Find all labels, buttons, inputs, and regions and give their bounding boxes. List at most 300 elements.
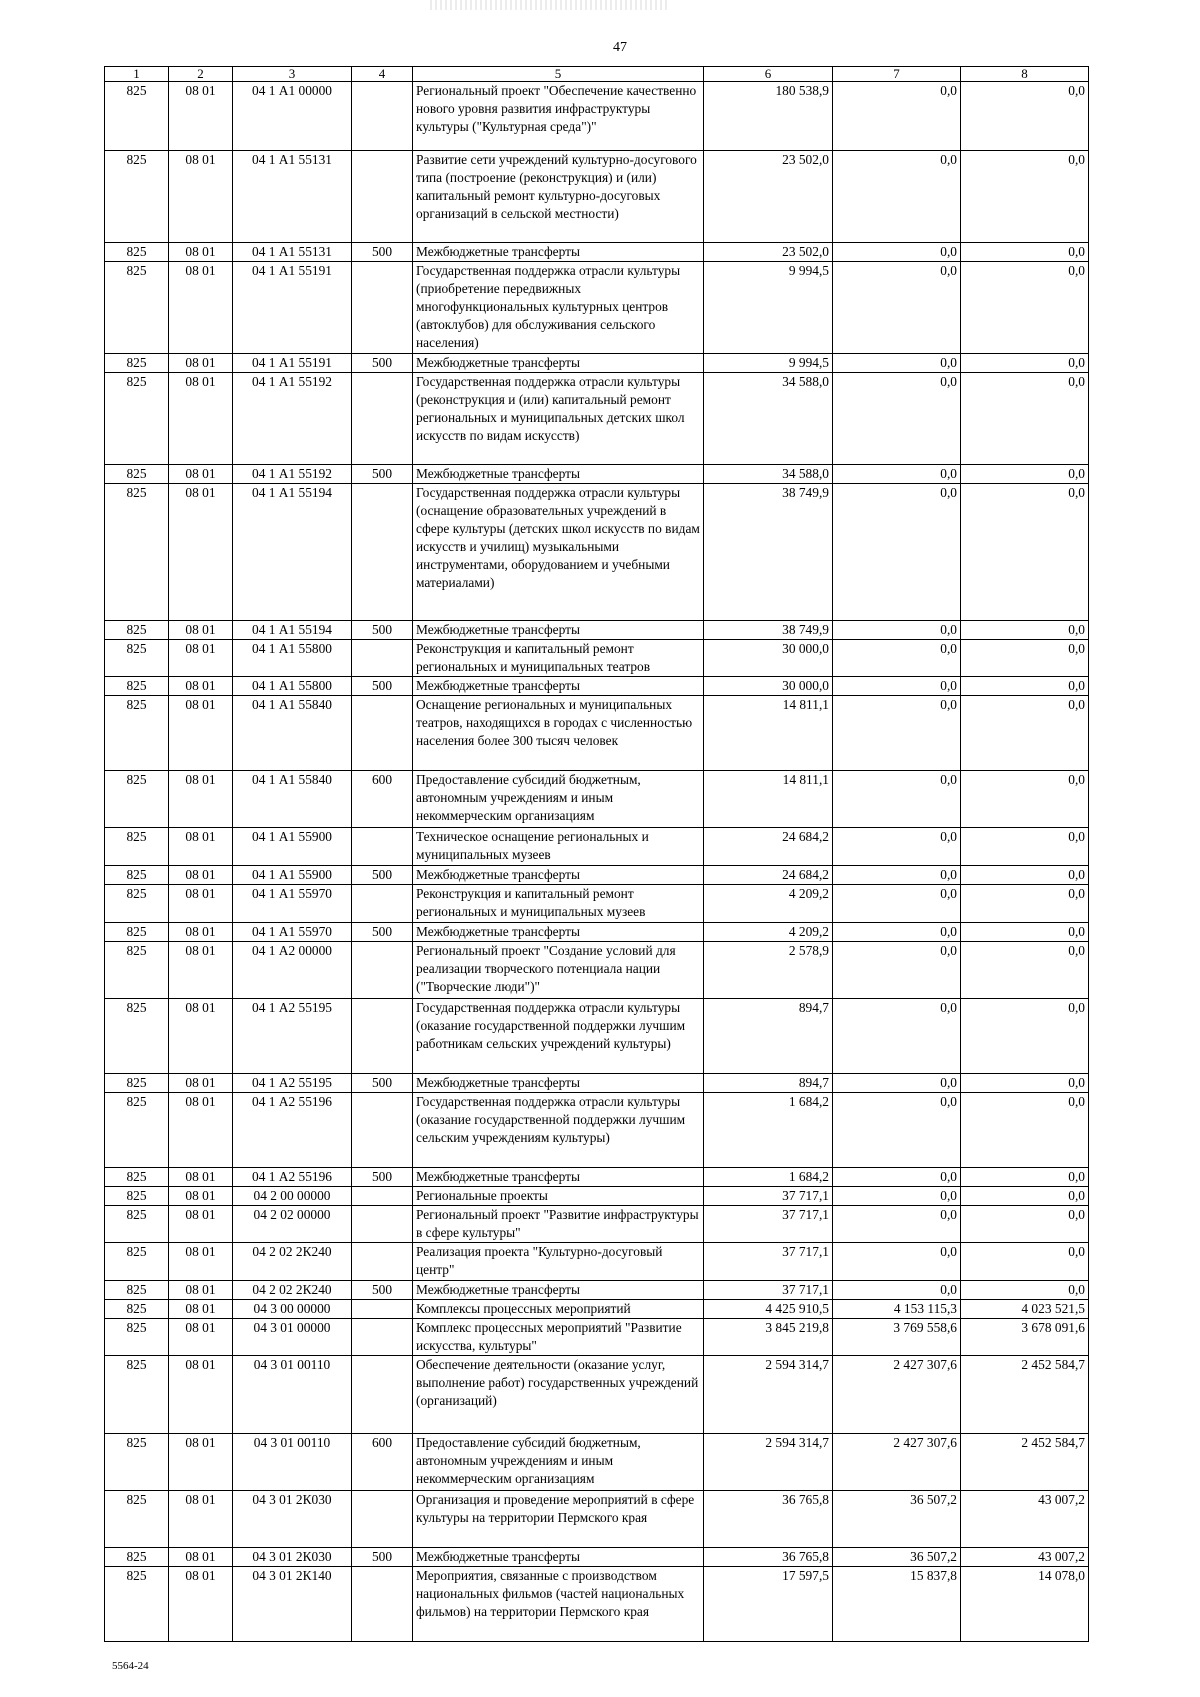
cell-description: Межбюджетные трансферты xyxy=(413,677,704,696)
cell-description: Реконструкция и капитальный ремонт региональных и муниципальных театров xyxy=(413,640,704,677)
cell-section: 08 01 xyxy=(169,885,233,923)
cell-amount-year2: 0,0 xyxy=(833,465,961,484)
cell-chapter: 825 xyxy=(105,1243,169,1281)
cell-target-code: 04 2 00 00000 xyxy=(233,1187,352,1206)
cell-amount-year1: 3 845 219,8 xyxy=(704,1319,833,1356)
cell-amount-year1: 34 588,0 xyxy=(704,373,833,465)
cell-amount-year3: 0,0 xyxy=(961,828,1089,866)
cell-chapter: 825 xyxy=(105,484,169,621)
cell-description: Государственная поддержка отрасли культуры (оказание государственной поддержки лучшим работникам сельских учреждений культуры) xyxy=(413,999,704,1074)
cell-amount-year1: 894,7 xyxy=(704,1074,833,1093)
cell-expense-type: 500 xyxy=(352,1281,413,1300)
cell-expense-type: 500 xyxy=(352,1168,413,1187)
cell-target-code: 04 1 А2 55195 xyxy=(233,999,352,1074)
cell-amount-year1: 9 994,5 xyxy=(704,354,833,373)
cell-amount-year3: 14 078,0 xyxy=(961,1567,1089,1642)
cell-amount-year3: 0,0 xyxy=(961,1074,1089,1093)
cell-description: Реконструкция и капитальный ремонт региональных и муниципальных музеев xyxy=(413,885,704,923)
cell-chapter: 825 xyxy=(105,243,169,262)
cell-amount-year3: 0,0 xyxy=(961,1281,1089,1300)
cell-amount-year3: 0,0 xyxy=(961,621,1089,640)
cell-amount-year2: 0,0 xyxy=(833,828,961,866)
cell-section: 08 01 xyxy=(169,1491,233,1548)
cell-amount-year3: 0,0 xyxy=(961,354,1089,373)
table-row xyxy=(105,1548,1089,1567)
cell-amount-year2: 0,0 xyxy=(833,1206,961,1243)
cell-amount-year2: 36 507,2 xyxy=(833,1548,961,1567)
cell-target-code: 04 1 А1 55800 xyxy=(233,640,352,677)
cell-description: Государственная поддержка отрасли культуры (оказание государственной поддержки лучшим сельским учреждениям культуры) xyxy=(413,1093,704,1168)
cell-amount-year1: 4 209,2 xyxy=(704,923,833,942)
cell-chapter: 825 xyxy=(105,828,169,866)
cell-section: 08 01 xyxy=(169,1243,233,1281)
cell-section: 08 01 xyxy=(169,1187,233,1206)
cell-description: Межбюджетные трансферты xyxy=(413,1281,704,1300)
table-row xyxy=(105,484,1089,621)
cell-amount-year3: 3 678 091,6 xyxy=(961,1319,1089,1356)
cell-chapter: 825 xyxy=(105,373,169,465)
cell-expense-type: 500 xyxy=(352,243,413,262)
table-row xyxy=(105,1356,1089,1434)
cell-description: Техническое оснащение региональных и муниципальных музеев xyxy=(413,828,704,866)
cell-amount-year3: 0,0 xyxy=(961,771,1089,828)
cell-section: 08 01 xyxy=(169,151,233,243)
table-row xyxy=(105,771,1089,828)
cell-target-code: 04 1 А1 55192 xyxy=(233,465,352,484)
cell-amount-year3: 0,0 xyxy=(961,923,1089,942)
cell-amount-year2: 0,0 xyxy=(833,999,961,1074)
cell-expense-type xyxy=(352,262,413,354)
cell-expense-type xyxy=(352,1300,413,1319)
table-row xyxy=(105,1300,1089,1319)
table-row xyxy=(105,262,1089,354)
cell-amount-year2: 0,0 xyxy=(833,866,961,885)
scan-artifact xyxy=(430,0,670,10)
table-row xyxy=(105,1168,1089,1187)
cell-amount-year1: 34 588,0 xyxy=(704,465,833,484)
cell-chapter: 825 xyxy=(105,1319,169,1356)
cell-target-code: 04 3 01 2К030 xyxy=(233,1491,352,1548)
column-header: 6 xyxy=(704,67,833,82)
cell-section: 08 01 xyxy=(169,696,233,771)
table-row xyxy=(105,640,1089,677)
table-row xyxy=(105,866,1089,885)
cell-amount-year3: 2 452 584,7 xyxy=(961,1356,1089,1434)
cell-expense-type xyxy=(352,885,413,923)
cell-target-code: 04 3 01 2К030 xyxy=(233,1548,352,1567)
cell-target-code: 04 1 А1 55192 xyxy=(233,373,352,465)
cell-amount-year1: 37 717,1 xyxy=(704,1206,833,1243)
cell-amount-year1: 38 749,9 xyxy=(704,621,833,640)
cell-amount-year1: 894,7 xyxy=(704,999,833,1074)
cell-chapter: 825 xyxy=(105,1206,169,1243)
cell-target-code: 04 1 А1 55970 xyxy=(233,923,352,942)
cell-amount-year1: 17 597,5 xyxy=(704,1567,833,1642)
cell-expense-type xyxy=(352,1567,413,1642)
cell-amount-year2: 0,0 xyxy=(833,82,961,151)
cell-target-code: 04 1 А2 00000 xyxy=(233,942,352,999)
cell-chapter: 825 xyxy=(105,82,169,151)
cell-chapter: 825 xyxy=(105,1300,169,1319)
cell-chapter: 825 xyxy=(105,465,169,484)
cell-chapter: 825 xyxy=(105,354,169,373)
page-number: 47 xyxy=(613,40,627,55)
cell-amount-year1: 14 811,1 xyxy=(704,696,833,771)
cell-amount-year1: 2 578,9 xyxy=(704,942,833,999)
cell-chapter: 825 xyxy=(105,677,169,696)
cell-amount-year3: 0,0 xyxy=(961,484,1089,621)
cell-amount-year2: 2 427 307,6 xyxy=(833,1356,961,1434)
cell-target-code: 04 1 А1 55840 xyxy=(233,696,352,771)
cell-amount-year1: 4 209,2 xyxy=(704,885,833,923)
cell-target-code: 04 1 А2 55196 xyxy=(233,1168,352,1187)
cell-amount-year2: 0,0 xyxy=(833,1093,961,1168)
cell-expense-type xyxy=(352,1356,413,1434)
cell-description: Межбюджетные трансферты xyxy=(413,354,704,373)
cell-description: Государственная поддержка отрасли культуры (реконструкция и (или) капитальный ремонт региональных и муниципальных детских школ искусств по видам искусств) xyxy=(413,373,704,465)
cell-amount-year2: 0,0 xyxy=(833,1168,961,1187)
cell-amount-year2: 0,0 xyxy=(833,1243,961,1281)
cell-chapter: 825 xyxy=(105,771,169,828)
cell-target-code: 04 1 А1 55191 xyxy=(233,354,352,373)
cell-amount-year2: 0,0 xyxy=(833,677,961,696)
cell-chapter: 825 xyxy=(105,1281,169,1300)
column-header: 5 xyxy=(413,67,704,82)
cell-chapter: 825 xyxy=(105,1093,169,1168)
budget-table xyxy=(104,66,1089,1642)
cell-amount-year3: 0,0 xyxy=(961,866,1089,885)
table-row xyxy=(105,1281,1089,1300)
cell-amount-year1: 1 684,2 xyxy=(704,1093,833,1168)
cell-amount-year2: 0,0 xyxy=(833,1187,961,1206)
cell-amount-year3: 4 023 521,5 xyxy=(961,1300,1089,1319)
cell-description: Государственная поддержка отрасли культуры (приобретение передвижных многофункциональных культурных центров (автоклубов) для обслуживания сельского населения) xyxy=(413,262,704,354)
cell-amount-year1: 37 717,1 xyxy=(704,1187,833,1206)
cell-description: Региональный проект "Обеспечение качественно нового уровня развития инфраструктуры культуры ("Культурная среда")" xyxy=(413,82,704,151)
table-row xyxy=(105,1567,1089,1642)
cell-amount-year3: 0,0 xyxy=(961,885,1089,923)
cell-amount-year1: 36 765,8 xyxy=(704,1548,833,1567)
table-row xyxy=(105,1491,1089,1548)
cell-section: 08 01 xyxy=(169,1206,233,1243)
cell-expense-type: 500 xyxy=(352,1074,413,1093)
cell-target-code: 04 1 А1 55194 xyxy=(233,621,352,640)
cell-description: Межбюджетные трансферты xyxy=(413,1548,704,1567)
cell-target-code: 04 2 02 00000 xyxy=(233,1206,352,1243)
cell-amount-year3: 0,0 xyxy=(961,243,1089,262)
column-number-row xyxy=(105,67,1089,82)
cell-description: Организация и проведение мероприятий в сфере культуры на территории Пермского края xyxy=(413,1491,704,1548)
cell-amount-year3: 0,0 xyxy=(961,262,1089,354)
table-row xyxy=(105,885,1089,923)
cell-section: 08 01 xyxy=(169,640,233,677)
cell-amount-year3: 0,0 xyxy=(961,677,1089,696)
cell-description: Обеспечение деятельности (оказание услуг, выполнение работ) государственных учреждений (организаций) xyxy=(413,1356,704,1434)
cell-section: 08 01 xyxy=(169,1300,233,1319)
cell-amount-year3: 43 007,2 xyxy=(961,1548,1089,1567)
cell-section: 08 01 xyxy=(169,465,233,484)
budget-table-container xyxy=(104,66,1089,1642)
cell-section: 08 01 xyxy=(169,999,233,1074)
cell-description: Региональные проекты xyxy=(413,1187,704,1206)
cell-amount-year3: 0,0 xyxy=(961,1168,1089,1187)
table-row xyxy=(105,999,1089,1074)
cell-expense-type xyxy=(352,1491,413,1548)
cell-chapter: 825 xyxy=(105,1548,169,1567)
cell-amount-year3: 0,0 xyxy=(961,373,1089,465)
column-header: 1 xyxy=(105,67,169,82)
cell-amount-year1: 36 765,8 xyxy=(704,1491,833,1548)
cell-amount-year1: 4 425 910,5 xyxy=(704,1300,833,1319)
cell-amount-year1: 30 000,0 xyxy=(704,677,833,696)
cell-expense-type xyxy=(352,151,413,243)
column-header: 2 xyxy=(169,67,233,82)
cell-target-code: 04 1 А2 55196 xyxy=(233,1093,352,1168)
cell-chapter: 825 xyxy=(105,942,169,999)
cell-expense-type: 500 xyxy=(352,923,413,942)
cell-amount-year1: 1 684,2 xyxy=(704,1168,833,1187)
cell-chapter: 825 xyxy=(105,999,169,1074)
cell-amount-year1: 2 594 314,7 xyxy=(704,1356,833,1434)
cell-amount-year2: 0,0 xyxy=(833,484,961,621)
table-row xyxy=(105,1206,1089,1243)
cell-amount-year1: 2 594 314,7 xyxy=(704,1434,833,1491)
cell-target-code: 04 1 А1 55131 xyxy=(233,243,352,262)
cell-target-code: 04 1 А1 55900 xyxy=(233,828,352,866)
cell-expense-type xyxy=(352,82,413,151)
cell-description: Региональный проект "Создание условий для реализации творческого потенциала нации ("Творческие люди")" xyxy=(413,942,704,999)
cell-target-code: 04 1 А1 55800 xyxy=(233,677,352,696)
cell-description: Комплексы процессных мероприятий xyxy=(413,1300,704,1319)
cell-amount-year2: 0,0 xyxy=(833,885,961,923)
cell-expense-type xyxy=(352,828,413,866)
cell-expense-type: 600 xyxy=(352,771,413,828)
cell-section: 08 01 xyxy=(169,1074,233,1093)
cell-description: Государственная поддержка отрасли культуры (оснащение образовательных учреждений в сфере культуры (детских школ искусств по видам искусств и училищ) музыкальными инструментами, оборудованием и учебными материалами) xyxy=(413,484,704,621)
cell-amount-year3: 0,0 xyxy=(961,1206,1089,1243)
table-body xyxy=(105,82,1089,1642)
cell-amount-year2: 0,0 xyxy=(833,262,961,354)
cell-expense-type: 500 xyxy=(352,677,413,696)
cell-section: 08 01 xyxy=(169,866,233,885)
cell-target-code: 04 3 01 00000 xyxy=(233,1319,352,1356)
table-row xyxy=(105,923,1089,942)
cell-section: 08 01 xyxy=(169,621,233,640)
cell-section: 08 01 xyxy=(169,1434,233,1491)
cell-amount-year1: 37 717,1 xyxy=(704,1281,833,1300)
cell-description: Комплекс процессных мероприятий "Развитие искусства, культуры" xyxy=(413,1319,704,1356)
cell-amount-year1: 37 717,1 xyxy=(704,1243,833,1281)
cell-amount-year3: 0,0 xyxy=(961,1093,1089,1168)
cell-expense-type: 500 xyxy=(352,465,413,484)
cell-expense-type: 500 xyxy=(352,1548,413,1567)
cell-target-code: 04 1 А1 55900 xyxy=(233,866,352,885)
cell-description: Предоставление субсидий бюджетным, автономным учреждениям и иным некоммерческим организациям xyxy=(413,771,704,828)
cell-amount-year2: 0,0 xyxy=(833,1281,961,1300)
cell-expense-type xyxy=(352,373,413,465)
cell-amount-year1: 14 811,1 xyxy=(704,771,833,828)
cell-description: Межбюджетные трансферты xyxy=(413,621,704,640)
cell-amount-year2: 0,0 xyxy=(833,942,961,999)
cell-description: Региональный проект "Развитие инфраструктуры в сфере культуры" xyxy=(413,1206,704,1243)
cell-chapter: 825 xyxy=(105,1187,169,1206)
column-header: 8 xyxy=(961,67,1089,82)
cell-section: 08 01 xyxy=(169,484,233,621)
cell-chapter: 825 xyxy=(105,1567,169,1642)
cell-chapter: 825 xyxy=(105,866,169,885)
cell-target-code: 04 3 01 2К140 xyxy=(233,1567,352,1642)
table-row xyxy=(105,1074,1089,1093)
cell-chapter: 825 xyxy=(105,696,169,771)
cell-expense-type xyxy=(352,696,413,771)
cell-amount-year1: 30 000,0 xyxy=(704,640,833,677)
table-row xyxy=(105,828,1089,866)
cell-section: 08 01 xyxy=(169,1319,233,1356)
cell-description: Межбюджетные трансферты xyxy=(413,1168,704,1187)
cell-target-code: 04 1 А1 55191 xyxy=(233,262,352,354)
cell-section: 08 01 xyxy=(169,1281,233,1300)
cell-chapter: 825 xyxy=(105,621,169,640)
cell-section: 08 01 xyxy=(169,243,233,262)
cell-section: 08 01 xyxy=(169,373,233,465)
cell-expense-type: 500 xyxy=(352,866,413,885)
cell-section: 08 01 xyxy=(169,771,233,828)
cell-section: 08 01 xyxy=(169,923,233,942)
cell-expense-type xyxy=(352,999,413,1074)
cell-amount-year3: 0,0 xyxy=(961,942,1089,999)
table-row xyxy=(105,354,1089,373)
cell-amount-year2: 15 837,8 xyxy=(833,1567,961,1642)
cell-amount-year3: 0,0 xyxy=(961,999,1089,1074)
cell-target-code: 04 3 01 00110 xyxy=(233,1356,352,1434)
cell-target-code: 04 1 А1 00000 xyxy=(233,82,352,151)
cell-amount-year1: 180 538,9 xyxy=(704,82,833,151)
cell-description: Межбюджетные трансферты xyxy=(413,866,704,885)
table-row xyxy=(105,942,1089,999)
cell-description: Межбюджетные трансферты xyxy=(413,243,704,262)
cell-chapter: 825 xyxy=(105,1491,169,1548)
column-header: 4 xyxy=(352,67,413,82)
cell-amount-year3: 0,0 xyxy=(961,1243,1089,1281)
cell-description: Предоставление субсидий бюджетным, автономным учреждениям и иным некоммерческим организациям xyxy=(413,1434,704,1491)
cell-chapter: 825 xyxy=(105,262,169,354)
cell-description: Межбюджетные трансферты xyxy=(413,923,704,942)
cell-expense-type xyxy=(352,1319,413,1356)
cell-description: Межбюджетные трансферты xyxy=(413,465,704,484)
cell-section: 08 01 xyxy=(169,1168,233,1187)
cell-section: 08 01 xyxy=(169,942,233,999)
cell-description: Мероприятия, связанные с производством национальных фильмов (частей национальных фильмов) на территории Пермского края xyxy=(413,1567,704,1642)
cell-chapter: 825 xyxy=(105,1168,169,1187)
footer-code: 5564-24 xyxy=(112,1660,149,1672)
cell-amount-year2: 36 507,2 xyxy=(833,1491,961,1548)
cell-description: Реализация проекта "Культурно-досуговый центр" xyxy=(413,1243,704,1281)
cell-expense-type xyxy=(352,942,413,999)
cell-amount-year2: 2 427 307,6 xyxy=(833,1434,961,1491)
table-row xyxy=(105,1243,1089,1281)
table-row xyxy=(105,696,1089,771)
table-row xyxy=(105,243,1089,262)
cell-expense-type: 500 xyxy=(352,354,413,373)
cell-expense-type: 500 xyxy=(352,621,413,640)
cell-expense-type xyxy=(352,1093,413,1168)
cell-target-code: 04 2 02 2К240 xyxy=(233,1243,352,1281)
cell-target-code: 04 3 00 00000 xyxy=(233,1300,352,1319)
cell-target-code: 04 1 А2 55195 xyxy=(233,1074,352,1093)
column-header: 3 xyxy=(233,67,352,82)
cell-chapter: 825 xyxy=(105,885,169,923)
cell-amount-year3: 0,0 xyxy=(961,640,1089,677)
table-row xyxy=(105,1434,1089,1491)
cell-section: 08 01 xyxy=(169,262,233,354)
cell-amount-year3: 0,0 xyxy=(961,151,1089,243)
cell-amount-year2: 0,0 xyxy=(833,354,961,373)
cell-expense-type: 600 xyxy=(352,1434,413,1491)
table-row xyxy=(105,373,1089,465)
cell-target-code: 04 1 А1 55840 xyxy=(233,771,352,828)
cell-amount-year2: 0,0 xyxy=(833,771,961,828)
cell-amount-year1: 9 994,5 xyxy=(704,262,833,354)
cell-description: Развитие сети учреждений культурно-досугового типа (построение (реконструкция) и (или) капитальный ремонт культурно-досуговых организаций в сельской местности) xyxy=(413,151,704,243)
cell-amount-year1: 23 502,0 xyxy=(704,151,833,243)
cell-amount-year2: 0,0 xyxy=(833,640,961,677)
cell-chapter: 825 xyxy=(105,640,169,677)
table-row xyxy=(105,677,1089,696)
cell-section: 08 01 xyxy=(169,1093,233,1168)
cell-target-code: 04 1 А1 55131 xyxy=(233,151,352,243)
cell-chapter: 825 xyxy=(105,151,169,243)
cell-amount-year2: 0,0 xyxy=(833,1074,961,1093)
cell-amount-year1: 24 684,2 xyxy=(704,866,833,885)
cell-section: 08 01 xyxy=(169,1567,233,1642)
cell-amount-year3: 43 007,2 xyxy=(961,1491,1089,1548)
cell-section: 08 01 xyxy=(169,677,233,696)
cell-chapter: 825 xyxy=(105,1356,169,1434)
cell-target-code: 04 1 А1 55194 xyxy=(233,484,352,621)
cell-amount-year2: 3 769 558,6 xyxy=(833,1319,961,1356)
cell-section: 08 01 xyxy=(169,82,233,151)
table-row xyxy=(105,1093,1089,1168)
cell-amount-year2: 4 153 115,3 xyxy=(833,1300,961,1319)
table-row xyxy=(105,151,1089,243)
cell-section: 08 01 xyxy=(169,1548,233,1567)
table-row xyxy=(105,621,1089,640)
cell-amount-year3: 0,0 xyxy=(961,696,1089,771)
cell-amount-year2: 0,0 xyxy=(833,696,961,771)
cell-amount-year2: 0,0 xyxy=(833,621,961,640)
cell-description: Межбюджетные трансферты xyxy=(413,1074,704,1093)
cell-chapter: 825 xyxy=(105,923,169,942)
cell-section: 08 01 xyxy=(169,828,233,866)
cell-expense-type xyxy=(352,1206,413,1243)
cell-expense-type xyxy=(352,484,413,621)
cell-expense-type xyxy=(352,1187,413,1206)
cell-target-code: 04 1 А1 55970 xyxy=(233,885,352,923)
cell-expense-type xyxy=(352,640,413,677)
cell-chapter: 825 xyxy=(105,1434,169,1491)
cell-target-code: 04 2 02 2К240 xyxy=(233,1281,352,1300)
cell-amount-year2: 0,0 xyxy=(833,373,961,465)
cell-amount-year2: 0,0 xyxy=(833,923,961,942)
cell-amount-year3: 0,0 xyxy=(961,465,1089,484)
column-header: 7 xyxy=(833,67,961,82)
table-row xyxy=(105,1319,1089,1356)
cell-amount-year1: 24 684,2 xyxy=(704,828,833,866)
cell-section: 08 01 xyxy=(169,354,233,373)
cell-amount-year2: 0,0 xyxy=(833,151,961,243)
cell-target-code: 04 3 01 00110 xyxy=(233,1434,352,1491)
table-row xyxy=(105,465,1089,484)
